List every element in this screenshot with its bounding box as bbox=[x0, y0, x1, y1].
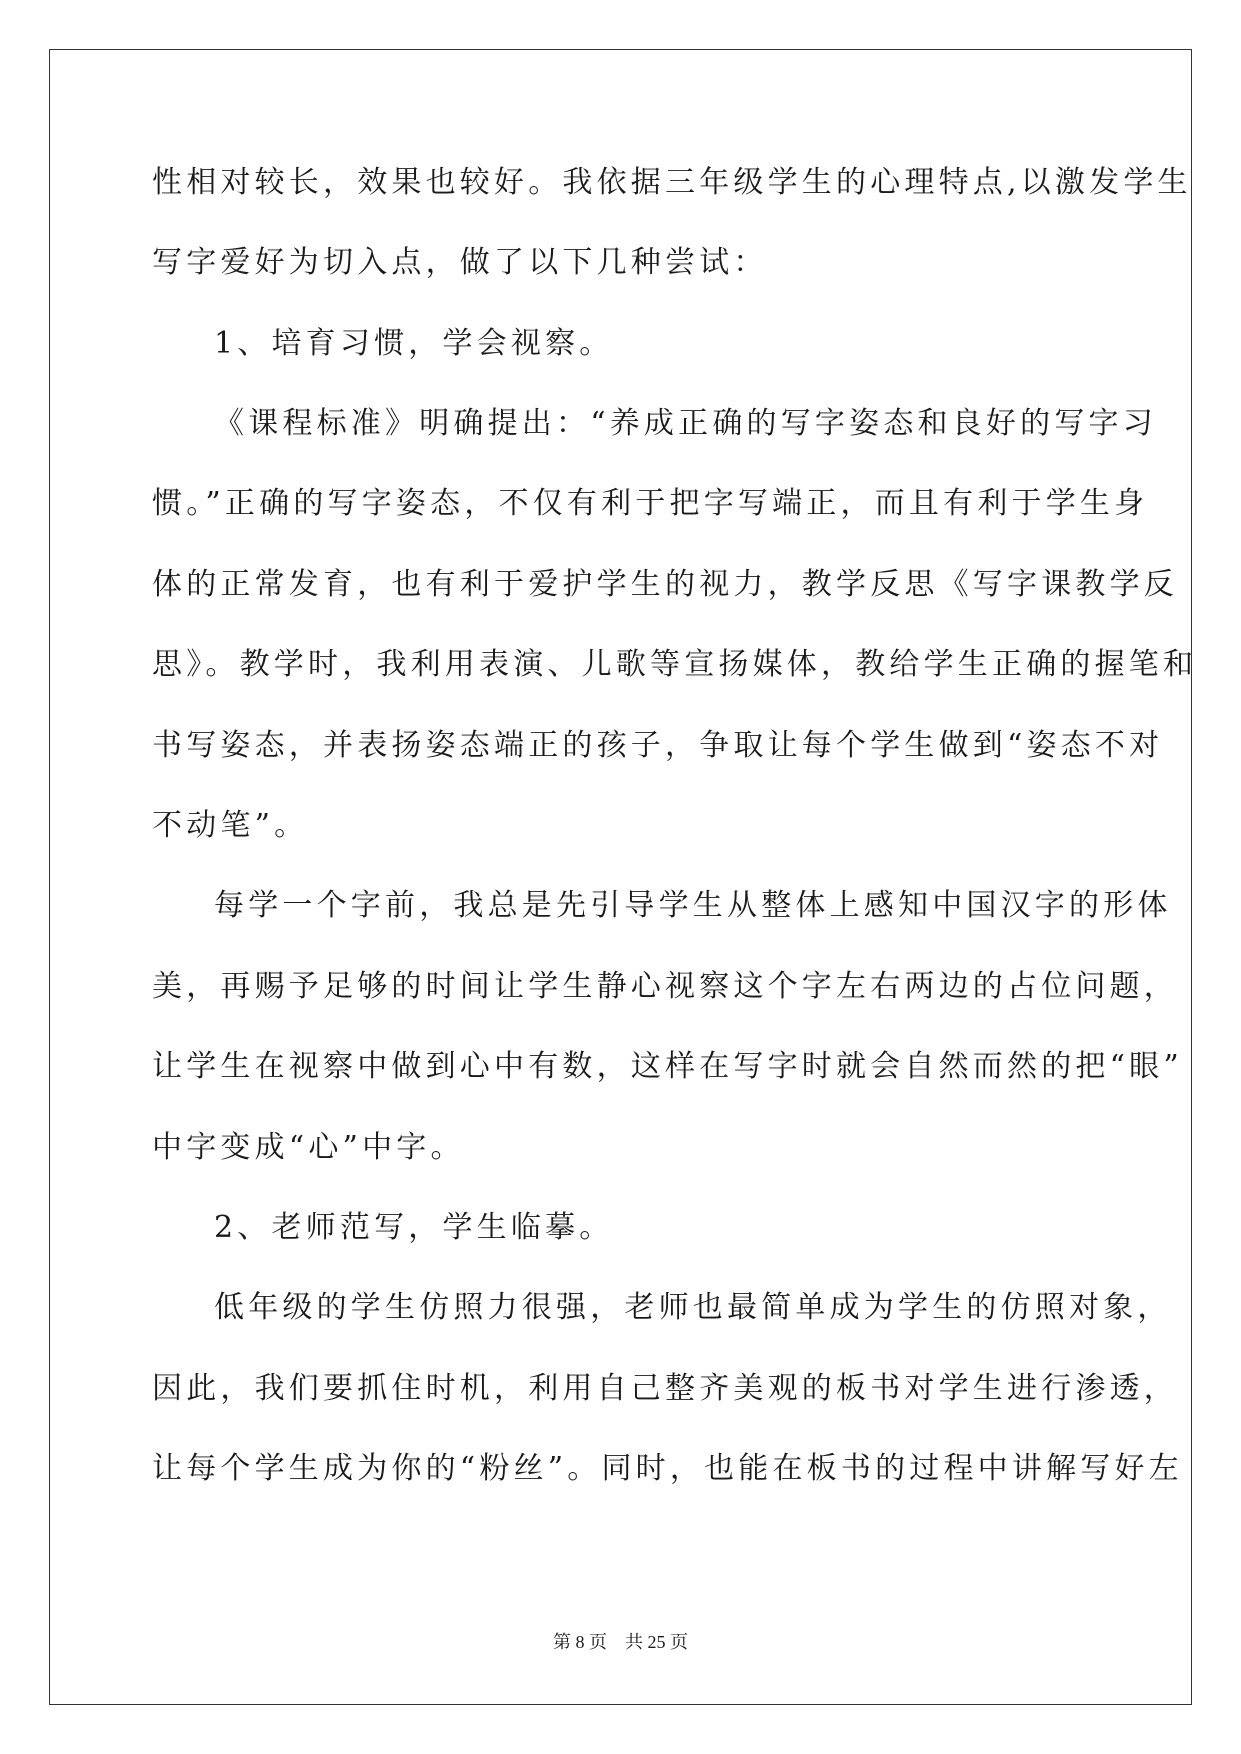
section-heading: 1、培育习惯，学会视察。 bbox=[214, 326, 614, 361]
text-line: 《课程标准》明确提出：“养成正确的写字姿态和良好的写字习 bbox=[214, 406, 1157, 441]
text-line: 美，再赐予足够的时间让学生静心视察这个字左右两边的占位问题， bbox=[152, 969, 1178, 1004]
section-heading: 2、老师范写，学生临摹。 bbox=[214, 1210, 614, 1245]
text-line: 性相对较长，效果也较好。我依据三年级学生的心理特点,以激发学生 bbox=[152, 165, 1192, 200]
page-number: 第 8 页 bbox=[553, 1632, 607, 1652]
text-line: 书写姿态，并表扬姿态端正的孩子，争取让每个学生做到“姿态不对 bbox=[152, 728, 1164, 763]
text-line: 低年级的学生仿照力很强，老师也最简单成为学生的仿照对象， bbox=[214, 1290, 1172, 1325]
text-line: 不动笔”。 bbox=[152, 808, 309, 843]
text-line: 让每个学生成为你的“粉丝”。同时，也能在板书的过程中讲解写好左 bbox=[152, 1451, 1183, 1486]
text-line: 每学一个字前，我总是先引导学生从整体上感知中国汉字的形体 bbox=[214, 888, 1172, 923]
page-footer bbox=[0, 1630, 1241, 1654]
text-line: 让学生在视察中做到心中有数，这样在写字时就会自然而然的把“眼” bbox=[152, 1049, 1183, 1084]
text-line: 思》。教学时，我利用表演、儿歌等宣扬媒体，教给学生正确的握笔和 bbox=[152, 647, 1198, 682]
page-total: 共 25 页 bbox=[625, 1632, 688, 1652]
text-line: 体的正常发育，也有利于爱护学生的视力，教学反思《写字课教学反 bbox=[152, 567, 1178, 602]
text-line: 惯。”正确的写字姿态，不仅有利于把字写端正，而且有利于学生身 bbox=[152, 486, 1149, 521]
text-line: 写字爱好为切入点，做了以下几种尝试： bbox=[152, 245, 768, 280]
text-line: 因此，我们要抓住时机，利用自己整齐美观的板书对学生进行渗透， bbox=[152, 1371, 1178, 1406]
text-line: 中字变成“心”中字。 bbox=[152, 1130, 465, 1165]
